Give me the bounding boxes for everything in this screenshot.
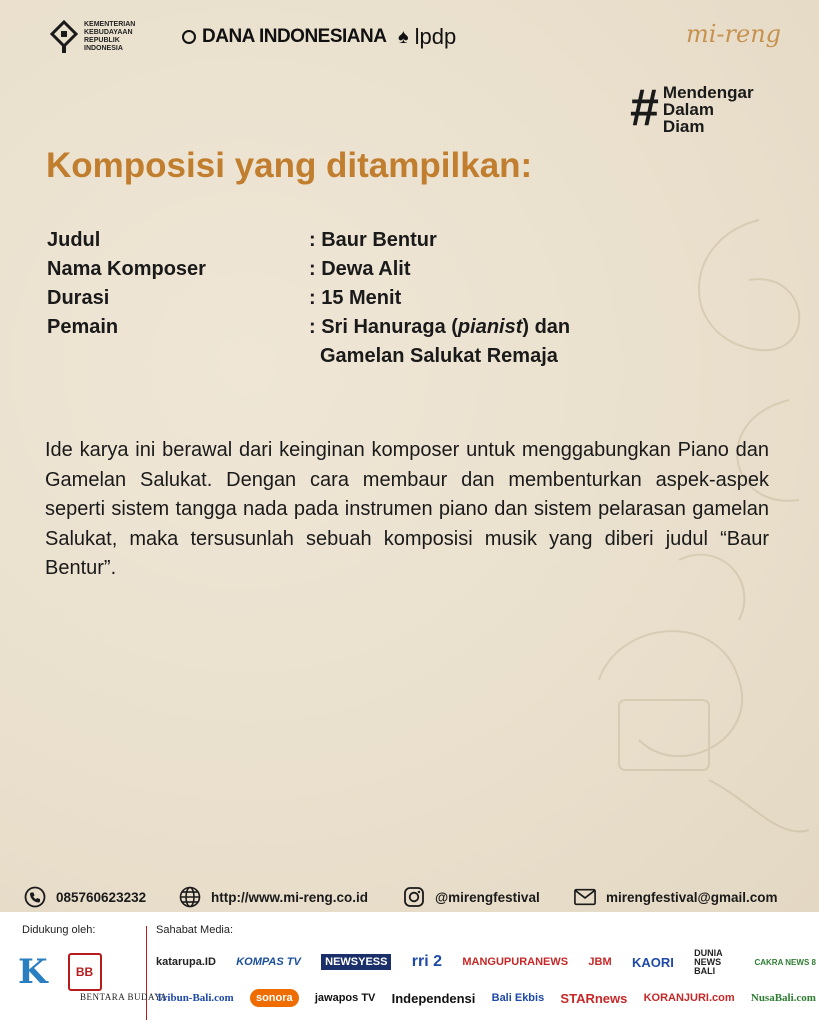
lpdp-text: lpdp xyxy=(414,24,457,49)
supported-label: Didukung oleh: xyxy=(22,924,96,936)
media-logo: STARnews xyxy=(560,990,628,1006)
media-logo: rri 2 xyxy=(411,953,443,970)
phone-text: 085760623232 xyxy=(56,889,147,905)
info-label: Pemain xyxy=(47,316,119,338)
performer-emphasis: pianist xyxy=(457,316,523,338)
media-logo: Tribun-Bali.com xyxy=(156,992,234,1004)
mireng-festival-logo xyxy=(686,20,781,48)
mail-icon xyxy=(574,886,596,908)
info-row xyxy=(47,313,629,342)
description-paragraph: Ide karya ini berawal dari keinginan komposer untuk menggabungkan Piano dan Gamelan Salukat. Dengan cara membaur dan membenturkan aspek-aspek seperti sistem tangga nada pada instrumen piano dan sistem pelarasan gamelan Salukat, maka tersusunlah sebuah komposisi musik yang diberi judul “Baur Bentur”. xyxy=(45,439,769,579)
hashtag-line: Diam xyxy=(662,117,705,136)
info-value: : 15 Menit xyxy=(309,287,402,309)
info-label: Durasi xyxy=(47,287,110,309)
info-label: Nama Komposer xyxy=(47,258,206,280)
performer-post: ) dan xyxy=(522,316,571,338)
media-logo: KOMPAS TV xyxy=(236,956,301,968)
media-logo: katarupa.ID xyxy=(156,956,216,968)
lpdp-logo xyxy=(398,24,456,50)
contact-website[interactable] xyxy=(179,886,368,908)
footer-divider xyxy=(146,926,147,1020)
media-logo: jawapos TV xyxy=(314,992,376,1004)
info-row xyxy=(47,284,629,313)
media-partners xyxy=(156,946,816,1018)
info-value-continuation: Gamelan Salukat Remaja xyxy=(320,345,558,367)
media-logo: JBM xyxy=(588,956,612,968)
mireng-text: mi-reng xyxy=(686,20,782,48)
email-link[interactable]: mirengfestival@gmail.com xyxy=(606,889,778,905)
media-logo: Bali Ekbis xyxy=(491,992,545,1004)
media-label: Sahabat Media: xyxy=(156,924,234,936)
composition-info xyxy=(47,226,629,371)
media-logo: sonora xyxy=(250,989,299,1007)
media-logo: MANGUPURANEWS xyxy=(462,956,569,968)
dana-text: DANA INDONESIANA xyxy=(202,26,387,47)
instagram-handle[interactable]: @mirengfestival xyxy=(435,889,540,905)
info-label: Judul xyxy=(47,229,101,251)
kementerian-text: KEMENTERIAN KEBUDAYAAN REPUBLIK INDONESIA xyxy=(84,21,136,52)
hashtag-words xyxy=(663,84,754,135)
media-row xyxy=(156,946,816,978)
contact-phone xyxy=(24,886,146,908)
hashtag-line: Dalam xyxy=(662,100,714,119)
supporters xyxy=(18,952,102,992)
kompas-gramedia-logo: K xyxy=(18,952,48,992)
website-link[interactable]: http://www.mi-reng.co.id xyxy=(211,889,368,905)
dana-indonesiana-logo xyxy=(182,26,386,48)
kementerian-emblem-icon xyxy=(50,20,78,54)
kementerian-logo xyxy=(50,20,154,54)
media-logo: KAORI xyxy=(631,954,674,970)
media-logo: NusaBali.com xyxy=(750,992,816,1004)
media-logo: NEWSYESS xyxy=(321,954,391,970)
info-value: : Baur Bentur xyxy=(309,229,437,251)
hashtag-symbol: # xyxy=(630,79,659,137)
bentara-budaya-text: BENTARA BUDAYA xyxy=(80,992,168,1002)
media-logo: KORANJURI.com xyxy=(643,992,735,1004)
info-value xyxy=(309,313,629,342)
media-logo: Independensi xyxy=(391,990,476,1006)
media-row xyxy=(156,982,816,1014)
info-value: : Dewa Alit xyxy=(309,258,411,280)
info-row-continuation xyxy=(47,342,629,371)
footer xyxy=(0,912,819,1024)
lpdp-flame-icon: ♠ xyxy=(398,25,409,48)
instagram-icon xyxy=(403,886,425,908)
dana-ring-icon xyxy=(182,30,196,44)
contact-instagram[interactable] xyxy=(403,886,540,908)
media-logo: DUNIA NEWS BALI xyxy=(694,947,723,976)
contact-email[interactable] xyxy=(574,886,777,908)
hashtag-block xyxy=(630,79,754,137)
hashtag-line: Mendengar xyxy=(662,83,754,102)
performer-pre: : Sri Hanuraga ( xyxy=(309,316,458,338)
bentara-budaya-emblem-icon: BB xyxy=(68,953,102,991)
globe-icon xyxy=(179,886,201,908)
page-title: Komposisi yang ditampilkan: xyxy=(46,146,533,185)
info-row xyxy=(47,255,629,284)
media-logo: CAKRA NEWS 8 xyxy=(754,957,816,967)
phone-icon xyxy=(24,886,46,908)
info-row xyxy=(47,226,629,255)
